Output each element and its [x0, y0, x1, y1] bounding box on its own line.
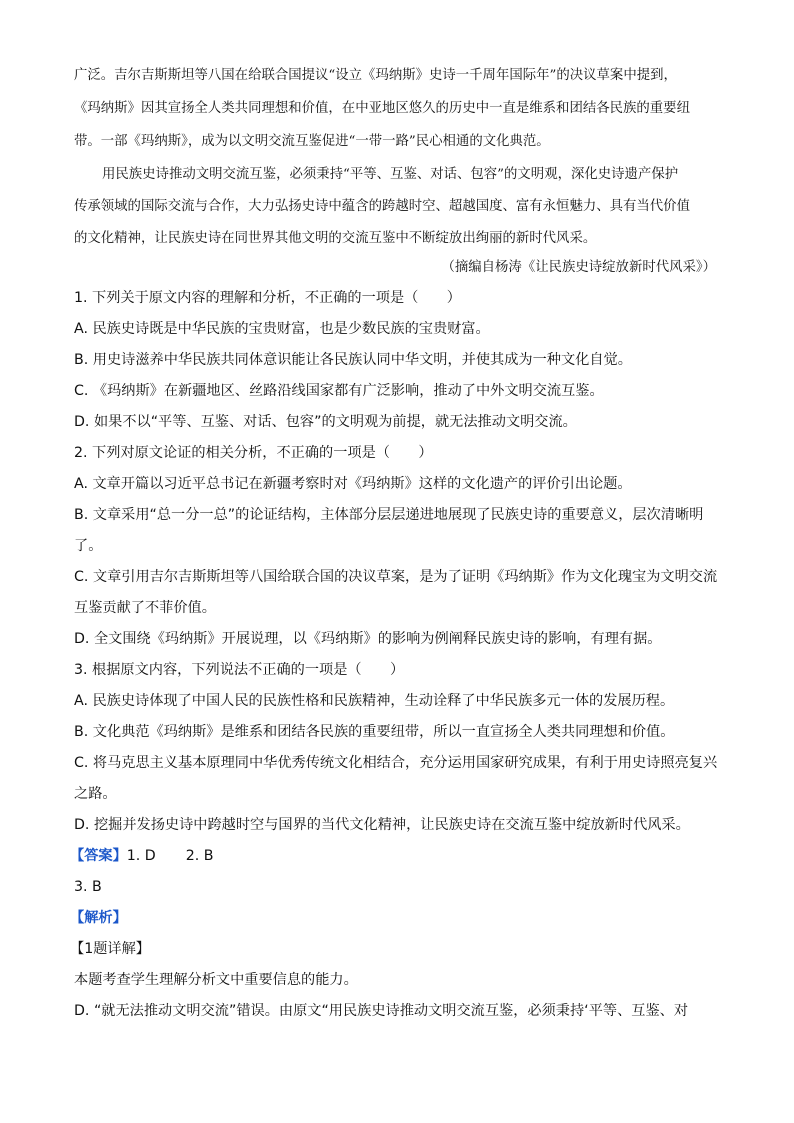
option-c: C. 文章引用吉尔吉斯斯坦等八国给联合国的决议草案，是为了证明《玛纳斯》作为文化瑰宝为文明交流: [74, 569, 718, 585]
option-d: D. 全文围绕《玛纳斯》开展说理，以《玛纳斯》的影响为例阐释民族史诗的影响，有理有据。: [74, 631, 662, 647]
analysis-text: 本题考查学生理解分析文中重要信息的能力。: [74, 972, 358, 988]
option-b: B. 文章采用“总一分一总”的论证结构，主体部分层层递进地展现了民族史诗的重要意义，层次清晰明: [74, 507, 704, 523]
passage-line: 《玛纳斯》因其宣扬全人类共同理想和价值，在中亚地区悠久的历史中一直是维系和团结各民族的重要纽: [74, 101, 690, 116]
question-stem: 3. 根据原文内容，下列说法不正确的一项是（ ）: [74, 662, 405, 678]
option-b: B. 用史诗滋养中华民族共同体意识能让各民族认同中华文明，并使其成为一种文化自觉。: [74, 352, 632, 368]
option-b: B. 文化典范《玛纳斯》是维系和团结各民族的重要纽带，所以一直宣扬全人类共同理想和价值。: [74, 724, 675, 740]
option-c-cont: 互鉴贡献了不菲价值。: [74, 600, 216, 616]
analysis-text: D. “就无法推动文明交流”错误。由原文“用民族史诗推动文明交流互鉴，必须秉持‘平等、互鉴、对: [74, 1003, 689, 1019]
option-a: A. 文章开篇以习近平总书记在新疆考察时对《玛纳斯》这样的文化遗产的评价引出论题。: [74, 476, 632, 492]
answer-label: 【答案】: [70, 848, 127, 864]
option-b-cont: 了。: [74, 538, 103, 554]
option-d: D. 挖掘并发扬史诗中跨越时空与国界的当代文化精神，让民族史诗在交流互鉴中绽放新时代风采。: [74, 817, 690, 833]
question-stem: 2. 下列对原文论证的相关分析，不正确的一项是（ ）: [74, 445, 433, 461]
option-c: C. 将马克思主义基本原理同中华优秀传统文化相结合，充分运用国家研究成果，有利于用史诗照亮复兴: [74, 755, 718, 771]
option-c-cont: 之路。: [74, 786, 117, 802]
option-d: D. 如果不以“平等、互鉴、对话、包容”的文明观为前提，就无法推动文明交流。: [74, 414, 577, 430]
option-a: A. 民族史诗既是中华民族的宝贵财富，也是少数民族的宝贵财富。: [74, 321, 490, 337]
answer-line: [70, 846, 214, 866]
passage-line: 带。一部《玛纳斯》，成为以文明交流互鉴促进“一带一路”民心相通的文化典范。: [74, 134, 550, 149]
passage-source: （摘编自杨涛《让民族史诗绽放新时代风采》）: [441, 260, 716, 275]
answer-3: 3. B: [74, 879, 102, 895]
option-a: A. 民族史诗体现了中国人民的民族性格和民族精神，生动诠释了中华民族多元一体的发展历程。: [74, 693, 675, 709]
answer-2: 2. B: [185, 848, 214, 864]
answer-1: 1. D: [126, 848, 156, 864]
analysis-q1-title: 【1题详解】: [70, 941, 150, 957]
analysis-label: 【解析】: [70, 910, 127, 926]
passage-line: 用民族史诗推动文明交流互鉴，必须秉持“平等、互鉴、对话、包容”的文明观，深化史诗遗产保护: [102, 167, 679, 182]
option-c: C. 《玛纳斯》在新疆地区、丝路沿线国家都有广泛影响，推动了中外文明交流互鉴。: [74, 383, 604, 399]
question-stem: 1. 下列关于原文内容的理解和分析，不正确的一项是（ ）: [74, 290, 461, 306]
passage-line: 传承领域的国际交流与合作，大力弘扬史诗中蕴含的跨越时空、超越国度、富有永恒魅力、具有当代价值: [74, 199, 690, 214]
passage-line: 广泛。吉尔吉斯斯坦等八国在给联合国提议“设立《玛纳斯》史诗一千周年国际年”的决议草案中提到，: [74, 68, 677, 83]
passage-line: 的文化精神，让民族史诗在同世界其他文明的交流互鉴中不断绽放出绚丽的新时代风采。: [74, 231, 597, 246]
